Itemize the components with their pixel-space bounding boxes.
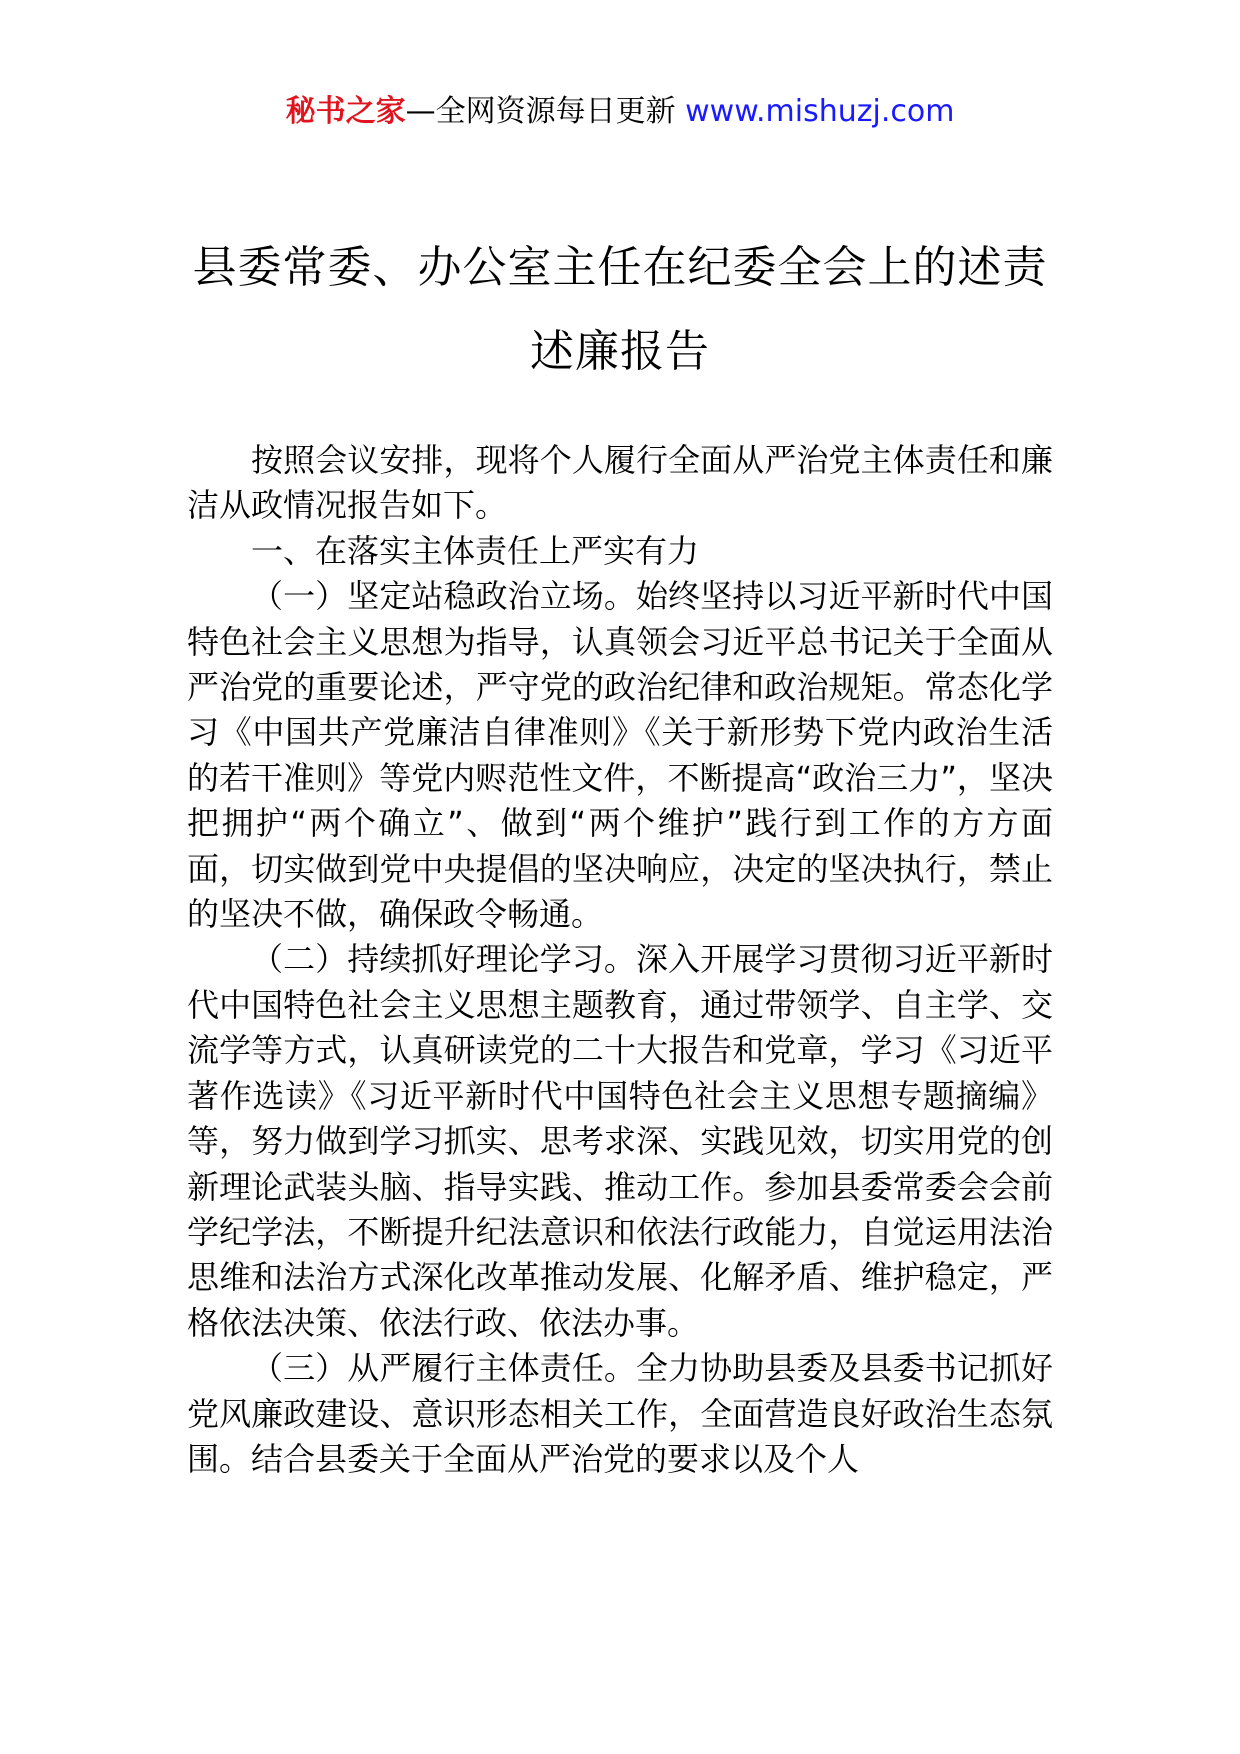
- document-body: [187, 438, 1053, 1482]
- banner-tagline: —全网资源每日更新: [405, 94, 676, 129]
- section-heading: 一、在落实主体责任上严实有力: [251, 531, 700, 570]
- body-paragraph: （三）从严履行主体责任。全力协助县委及县委书记抓好党风廉政建设、意识形态相关工作，全面营造良好政治生态氛围。结合县委关于全面从严治党的要求以及个人: [187, 1349, 1053, 1478]
- body-paragraph: （二）持续抓好理论学习。深入开展学习贯彻习近平新时代中国特色社会主义思想主题教育，通过带领学、自主学、交流学等方式，认真研读党的二十大报告和党章，学习《习近平著作选读》《习近平新时代中国特色社会主义思想专题摘编》等，努力做到学习抓实、思考求深、实践见效，切实用党的创新理论武装头脑、指导实践、推动工作。参加县委常委会会前学纪学法，不断提升纪法意识和依法行政能力，自觉运用法治思维和法治方式深化改革推动发展、化解矛盾、维护稳定，严格依法决策、依法行政、依法办事。: [187, 940, 1053, 1342]
- site-url-link[interactable]: www.mishuzj.com: [685, 94, 955, 129]
- brand-name: 秘书之家: [285, 94, 406, 129]
- site-banner: [0, 92, 1240, 132]
- document-title: 县委常委、办公室主任在纪委全会上的述责述廉报告: [192, 242, 1048, 377]
- body-paragraph: （一）坚定站稳政治立场。始终坚持以习近平新时代中国特色社会主义思想为指导，认真领会习近平总书记关于全面从严治党的重要论述，严守党的政治纪律和政治规矩。常态化学习《中国共产党廉洁自律准则》《关于新形势下党内政治生活的若干准则》等党内赆范性文件，不断提高“政治三力”，坚决把拥护“两个确立”、做到“两个维护”践行到工作的方方面面，切实做到党中央提倡的坚决响应，决定的坚决执行，禁止的坚决不做，确保政令畅通。: [187, 577, 1053, 934]
- intro-paragraph: 按照会议安排，现将个人履行全面从严治党主体责任和廉洁从政情况报告如下。: [187, 441, 1053, 525]
